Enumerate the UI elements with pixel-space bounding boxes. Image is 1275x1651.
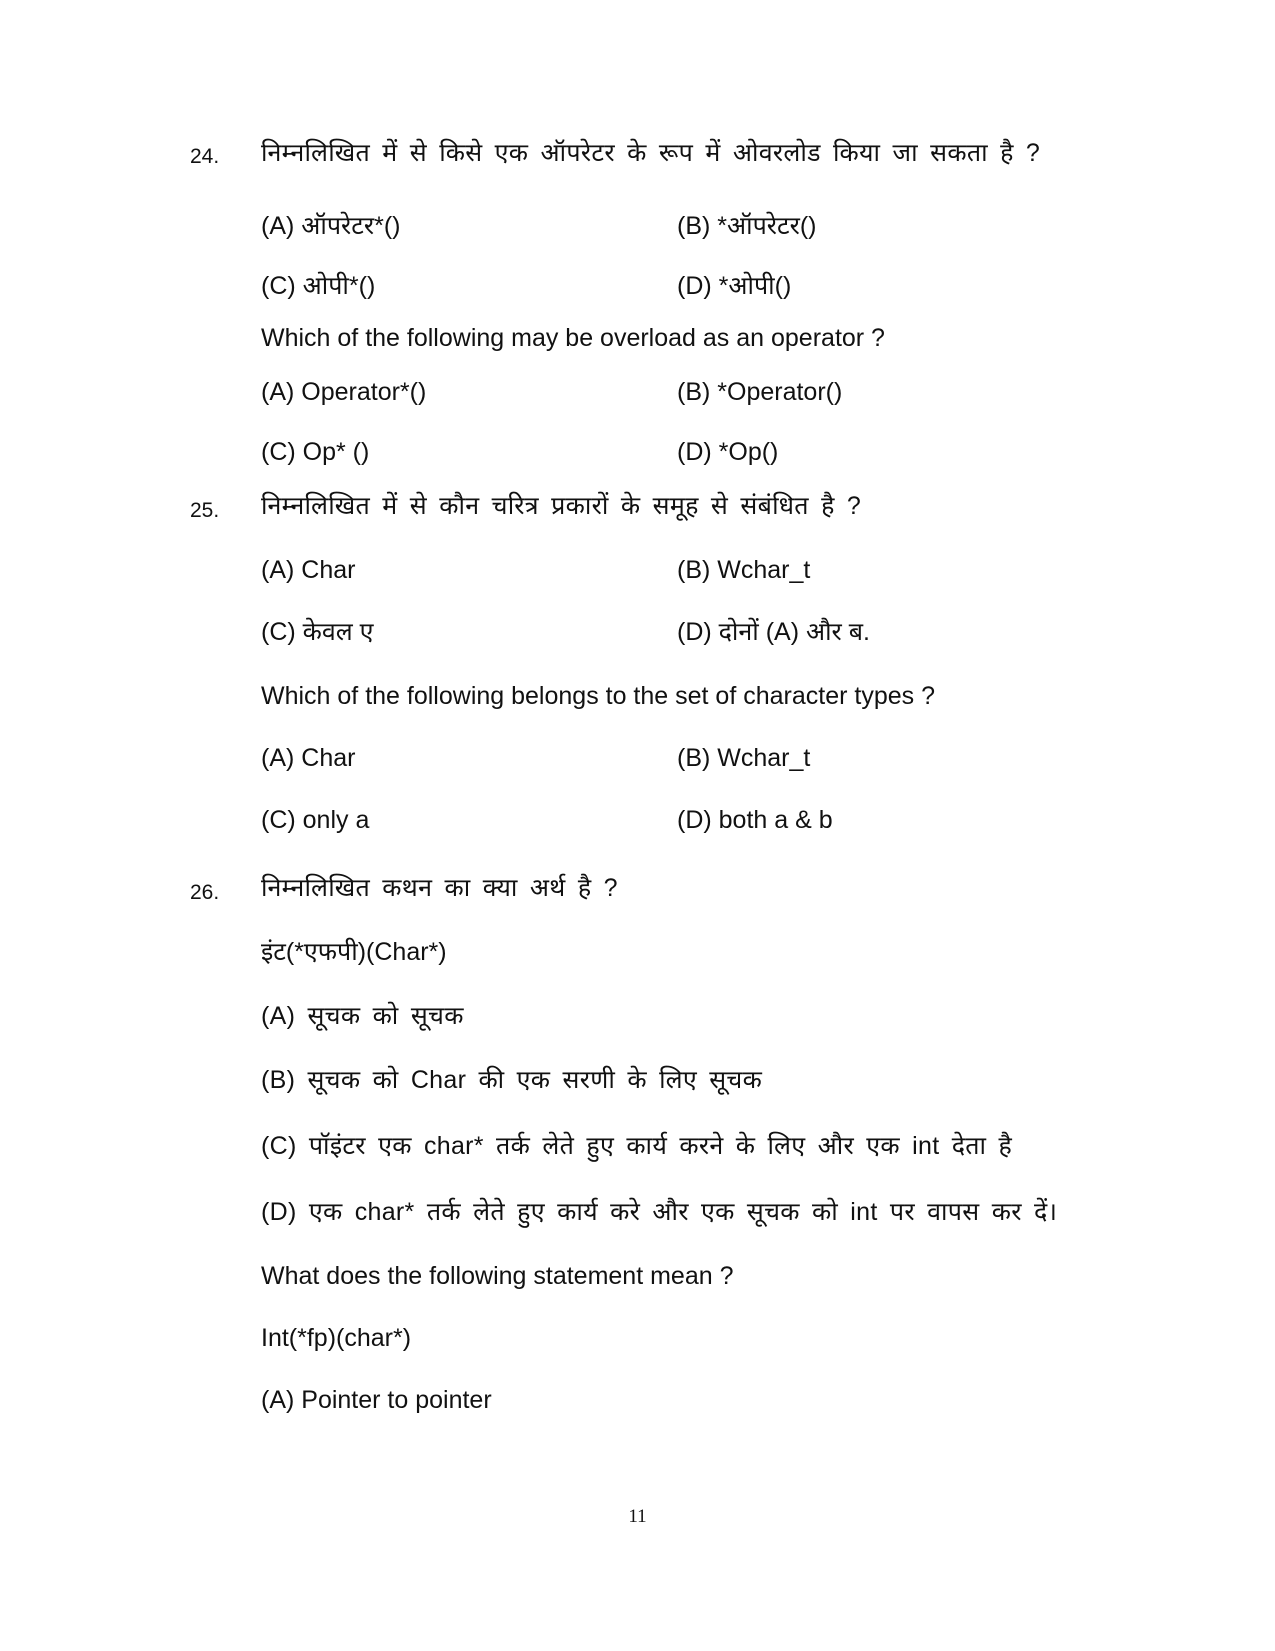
question-text-hindi: निम्नलिखित में से कौन चरित्र प्रकारों के समूह से संबंधित है ? (261, 492, 862, 520)
question-number: 25. (190, 499, 220, 522)
option-a-english: (A) Operator*() (261, 378, 427, 406)
question-text-english: Which of the following belongs to the set of character types ? (261, 682, 935, 710)
option-b-hindi: (B) Wchar_t (677, 556, 811, 584)
option-c-english: (C) only a (261, 806, 370, 834)
option-a-english: (A) Pointer to pointer (261, 1386, 492, 1414)
option-b-english: (B) *Operator() (677, 378, 843, 406)
option-c-hindi: (C) पॉइंटर एक char* तर्क लेते हुए कार्य करने के लिए और एक int देता है (261, 1132, 1013, 1160)
option-a-hindi: (A) सूचक को सूचक (261, 1002, 464, 1030)
option-c-hindi: (C) ओपी*() (261, 272, 376, 300)
option-b-hindi: (B) सूचक को Char की एक सरणी के लिए सूचक (261, 1066, 763, 1094)
question-text-english: Which of the following may be overload as an operator ? (261, 324, 885, 352)
question-text-hindi: निम्नलिखित में से किसे एक ऑपरेटर के रूप में ओवरलोड किया जा सकता है ? (261, 139, 1041, 167)
option-c-english: (C) Op* () (261, 438, 370, 466)
option-d-hindi: (D) एक char* तर्क लेते हुए कार्य करे और एक सूचक को int पर वापस कर दें। (261, 1198, 1058, 1226)
question-number: 26. (190, 881, 220, 904)
option-b-english: (B) Wchar_t (677, 744, 811, 772)
option-d-english: (D) both a & b (677, 806, 833, 834)
question-text-hindi: निम्नलिखित कथन का क्या अर्थ है ? (261, 874, 618, 902)
option-d-english: (D) *Op() (677, 438, 779, 466)
option-d-hindi: (D) दोनों (A) और ब. (677, 618, 870, 646)
code-statement-hindi: इंट(*एफपी)(Char*) (261, 938, 447, 966)
option-d-hindi: (D) *ओपी() (677, 272, 792, 300)
option-a-hindi: (A) Char (261, 556, 356, 584)
option-b-hindi: (B) *ऑपरेटर() (677, 212, 817, 240)
option-a-english: (A) Char (261, 744, 356, 772)
page-number: 11 (628, 1506, 647, 1527)
option-c-hindi: (C) केवल ए (261, 618, 374, 646)
question-number: 24. (190, 145, 220, 168)
question-text-english: What does the following statement mean ? (261, 1262, 734, 1290)
code-statement-english: Int(*fp)(char*) (261, 1324, 412, 1352)
option-a-hindi: (A) ऑपरेटर*() (261, 212, 401, 240)
